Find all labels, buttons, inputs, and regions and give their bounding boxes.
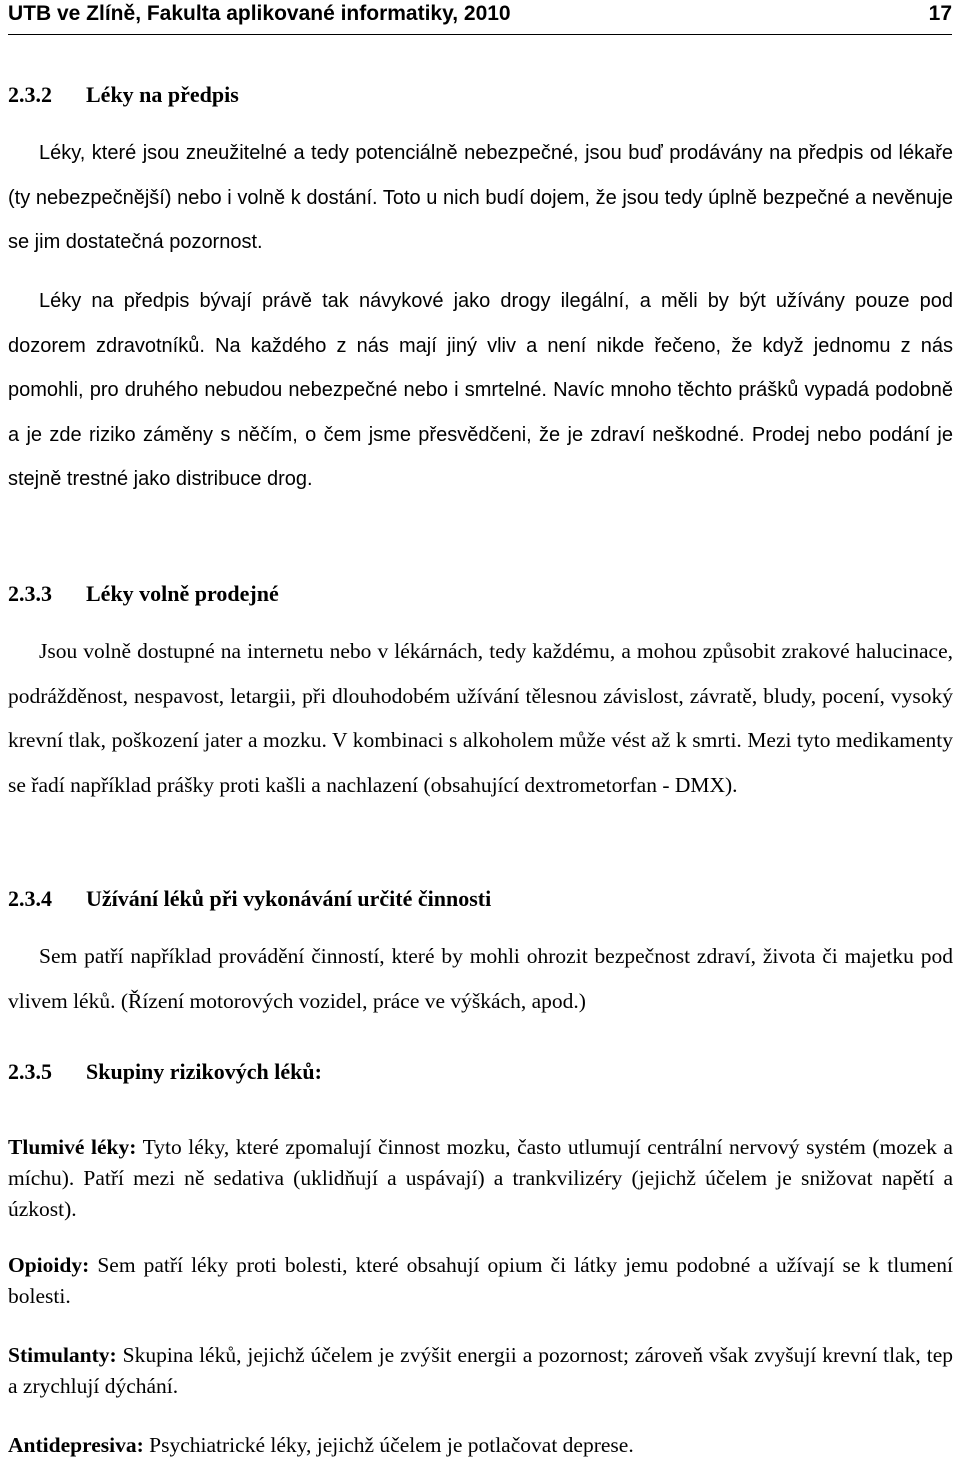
section-number: 2.3.2 [8,82,52,107]
section-title: Léky na předpis [86,82,239,107]
definition-term: Tlumivé léky: [8,1135,137,1159]
definition-term: Stimulanty: [8,1343,117,1367]
paragraph: Léky, které jsou zneužitelné a tedy potenciálně nebezpečné, jsou buď prodávány na předpis od lékaře (ty nebezpečnější) nebo i volně k dostání. Toto u nich budí dojem, že jsou tedy úplně bezpečné a nevěnuje se jim dostatečná pozornost. [8,142,953,253]
section-heading-2-3-5 [8,1059,322,1085]
definition-text: Tyto léky, které zpomalují činnost mozku, často utlumují centrální nervový systém (mozek a míchu). Patří mezi ně sedativa (uklidňují a uspávají) a trankvilizéry (jejichž účelem je snižovat napětí a úzkost). [8,1135,953,1221]
definition-antidepresiva [8,1430,953,1461]
paragraph: Jsou volně dostupné na internetu nebo v lékárnách, tedy každému, a mohou způsobit zrakové halucinace, podrážděnost, nespavost, letargii, při dlouhodobém užívání tělesnou závislost, závratě, bludy, pocení, vysoký krevní tlak, poškození jater a mozku. V kombinaci s alkoholem může vést až k smrti. Mezi tyto medikamenty se řadí například prášky proti kašli a nachlazení (obsahující dextrometorfan - DMX). [8,639,953,797]
section-title: Užívání léků při vykonávání určité činnosti [86,886,492,911]
definition-tlumive-leky [8,1132,953,1225]
section-number: 2.3.3 [8,581,52,606]
definition-opioidy [8,1250,953,1312]
paragraph: Sem patří například provádění činností, které by mohli ohrozit bezpečnost zdraví, života či majetku pod vlivem léků. (Řízení motorových vozidel, práce ve výškách, apod.) [8,944,953,1013]
section-title: Léky volně prodejné [86,581,279,606]
section-number: 2.3.5 [8,1059,52,1084]
page-header [8,0,952,35]
definition-text: Skupina léků, jejichž účelem je zvýšit energii a pozornost; zároveň však zvyšují krevní tlak, tep a zrychlují dýchání. [8,1343,953,1398]
definition-text: Sem patří léky proti bolesti, které obsahují opium či látky jemu podobné a užívají se k tlumení bolesti. [8,1253,953,1308]
definition-term: Antidepresiva: [8,1433,144,1457]
header-title: UTB ve Zlíně, Fakulta aplikované informatiky, 2010 [8,2,511,25]
section-heading-2-3-2 [8,82,239,108]
paragraph: Léky na předpis bývají právě tak návykové jako drogy ilegální, a měli by být užívány pouze pod dozorem zdravotníků. Na každého z nás mají jiný vliv a není nikde řečeno, že když jednomu z nás pomohli, pro druhého nebudou nebezpečné nebo i smrtelné. Navíc mnoho těchto prášků vypadá podobně a je zde riziko záměny s něčím, o čem jsme přesvědčeni, že je zdraví neškodné. Prodej nebo podání je stejně trestné jako distribuce drog. [8,290,953,490]
definition-term: Opioidy: [8,1253,90,1277]
definition-text: Psychiatrické léky, jejichž účelem je potlačovat deprese. [143,1433,634,1457]
section-title: Skupiny rizikových léků: [86,1059,322,1084]
section-number: 2.3.4 [8,886,52,911]
section-heading-2-3-4 [8,886,491,912]
page-number: 17 [928,2,952,25]
definition-stimulanty [8,1340,953,1402]
section-heading-2-3-3 [8,581,279,607]
